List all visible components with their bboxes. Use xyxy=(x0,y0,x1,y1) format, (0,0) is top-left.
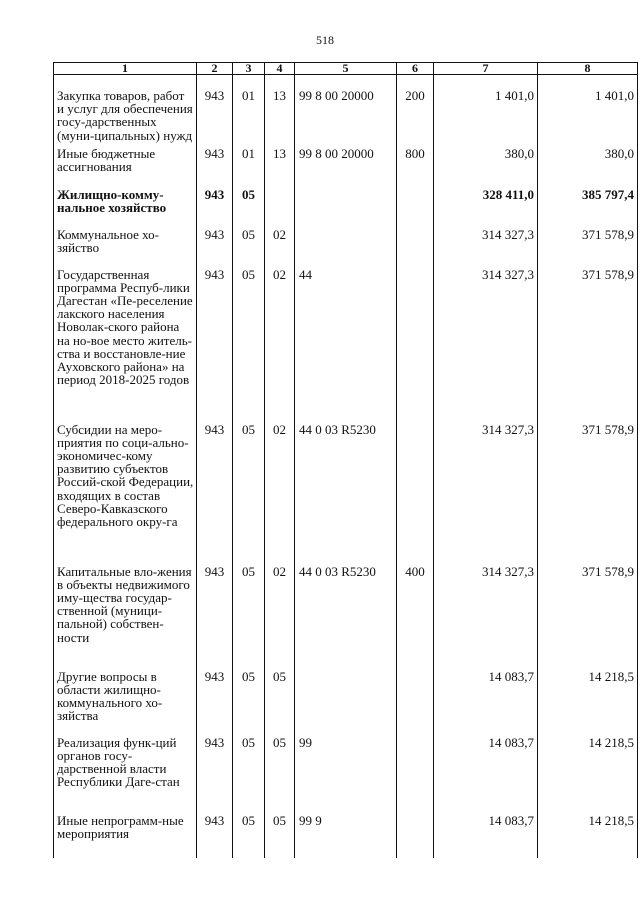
cell-subsection: 05 xyxy=(265,736,295,814)
cell-section: 05 xyxy=(233,736,265,814)
cell-section: 05 xyxy=(233,814,265,858)
cell-target-article: 99 9 xyxy=(295,814,397,858)
cell-amount-1: 314 327,3 xyxy=(434,228,538,268)
cell-amount-1: 14 083,7 xyxy=(434,736,538,814)
cell-target-article: 99 8 00 20000 xyxy=(295,147,397,188)
cell-target-article: 44 0 03 R5230 xyxy=(295,423,397,565)
cell-amount-1: 314 327,3 xyxy=(434,565,538,670)
cell-amount-2: 380,0 xyxy=(538,147,638,188)
cell-amount-2: 14 218,5 xyxy=(538,736,638,814)
cell-section: 05 xyxy=(233,268,265,423)
cell-section: 05 xyxy=(233,565,265,670)
table-header-row xyxy=(54,63,638,75)
cell-admin-code: 943 xyxy=(197,268,233,423)
cell-amount-2: 385 797,4 xyxy=(538,188,638,228)
cell-target-article: 44 0 03 R5230 xyxy=(295,565,397,670)
cell-target-article: 99 xyxy=(295,736,397,814)
cell-subsection xyxy=(265,188,295,228)
cell-expense-type: 800 xyxy=(397,147,434,188)
cell-section: 05 xyxy=(233,228,265,268)
cell-subsection: 13 xyxy=(265,147,295,188)
cell-admin-code: 943 xyxy=(197,228,233,268)
table-row xyxy=(54,147,638,188)
cell-amount-1: 1 401,0 xyxy=(434,75,538,147)
cell-subsection: 02 xyxy=(265,565,295,670)
cell-admin-code: 943 xyxy=(197,188,233,228)
cell-target-article: 44 xyxy=(295,268,397,423)
cell-expense-type: 400 xyxy=(397,565,434,670)
column-header: 5 xyxy=(295,63,397,75)
column-header: 8 xyxy=(538,63,638,75)
row-name: Государственная программа Респуб-лики Дагестан «Пе-реселение лакского населения Новолак-ского района на но-вое место житель-ства и восстановле-ние Ауховского района» на период 2018-2025 годов xyxy=(54,268,197,423)
column-header: 1 xyxy=(54,63,197,75)
column-header: 7 xyxy=(434,63,538,75)
column-header: 2 xyxy=(197,63,233,75)
row-name: Иные бюджетные ассигнования xyxy=(54,147,197,188)
row-name: Реализация функ-ций органов госу-дарственной власти Республики Даге-стан xyxy=(54,736,197,814)
row-name: Иные непрограмм-ные мероприятия xyxy=(54,814,197,858)
cell-subsection: 13 xyxy=(265,75,295,147)
row-name: Другие вопросы в области жилищно-коммунального хо-зяйства xyxy=(54,670,197,736)
column-header: 3 xyxy=(233,63,265,75)
table-row xyxy=(54,228,638,268)
cell-admin-code: 943 xyxy=(197,670,233,736)
cell-amount-2: 1 401,0 xyxy=(538,75,638,147)
cell-amount-1: 380,0 xyxy=(434,147,538,188)
table-row xyxy=(54,75,638,147)
column-header: 6 xyxy=(397,63,434,75)
table-row xyxy=(54,736,638,814)
cell-target-article xyxy=(295,670,397,736)
cell-target-article xyxy=(295,228,397,268)
cell-target-article xyxy=(295,188,397,228)
cell-amount-1: 314 327,3 xyxy=(434,268,538,423)
cell-expense-type xyxy=(397,423,434,565)
row-name: Коммунальное хо-зяйство xyxy=(54,228,197,268)
cell-expense-type: 200 xyxy=(397,75,434,147)
table-row xyxy=(54,565,638,670)
budget-table xyxy=(53,62,638,858)
cell-expense-type xyxy=(397,228,434,268)
cell-amount-1: 14 083,7 xyxy=(434,814,538,858)
row-name: Закупка товаров, работ и услуг для обеспечения госу-дарственных (муни-ципальных) нужд xyxy=(54,75,197,147)
page-number: 518 xyxy=(316,33,334,47)
cell-expense-type xyxy=(397,670,434,736)
cell-amount-1: 14 083,7 xyxy=(434,670,538,736)
table-row xyxy=(54,268,638,423)
table-row xyxy=(54,188,638,228)
table-row xyxy=(54,423,638,565)
cell-admin-code: 943 xyxy=(197,147,233,188)
cell-amount-2: 371 578,9 xyxy=(538,228,638,268)
cell-admin-code: 943 xyxy=(197,423,233,565)
row-name: Жилищно-комму-нальное хозяйство xyxy=(54,188,197,228)
cell-admin-code: 943 xyxy=(197,565,233,670)
cell-section: 05 xyxy=(233,188,265,228)
cell-subsection: 02 xyxy=(265,268,295,423)
table-row xyxy=(54,814,638,858)
cell-admin-code: 943 xyxy=(197,75,233,147)
cell-expense-type xyxy=(397,188,434,228)
cell-subsection: 05 xyxy=(265,814,295,858)
column-header: 4 xyxy=(265,63,295,75)
cell-admin-code: 943 xyxy=(197,736,233,814)
cell-amount-1: 314 327,3 xyxy=(434,423,538,565)
row-name: Капитальные вло-жения в объекты недвижимого иму-щества государ-ственной (муници-пальной) собствен-ности xyxy=(54,565,197,670)
cell-expense-type xyxy=(397,814,434,858)
cell-amount-2: 14 218,5 xyxy=(538,814,638,858)
cell-admin-code: 943 xyxy=(197,814,233,858)
cell-section: 01 xyxy=(233,75,265,147)
row-name: Субсидии на меро-приятия по соци-ально-экономичес-кому развитию субъектов Россий-ской Федерации, входящих в состав Северо-Кавказского федерального окру-га xyxy=(54,423,197,565)
cell-amount-1: 328 411,0 xyxy=(434,188,538,228)
cell-amount-2: 371 578,9 xyxy=(538,565,638,670)
cell-section: 05 xyxy=(233,423,265,565)
table-row xyxy=(54,670,638,736)
cell-target-article: 99 8 00 20000 xyxy=(295,75,397,147)
cell-amount-2: 371 578,9 xyxy=(538,423,638,565)
cell-subsection: 02 xyxy=(265,423,295,565)
cell-expense-type xyxy=(397,736,434,814)
cell-subsection: 05 xyxy=(265,670,295,736)
cell-amount-2: 371 578,9 xyxy=(538,268,638,423)
cell-amount-2: 14 218,5 xyxy=(538,670,638,736)
cell-section: 01 xyxy=(233,147,265,188)
cell-subsection: 02 xyxy=(265,228,295,268)
cell-section: 05 xyxy=(233,670,265,736)
cell-expense-type xyxy=(397,268,434,423)
